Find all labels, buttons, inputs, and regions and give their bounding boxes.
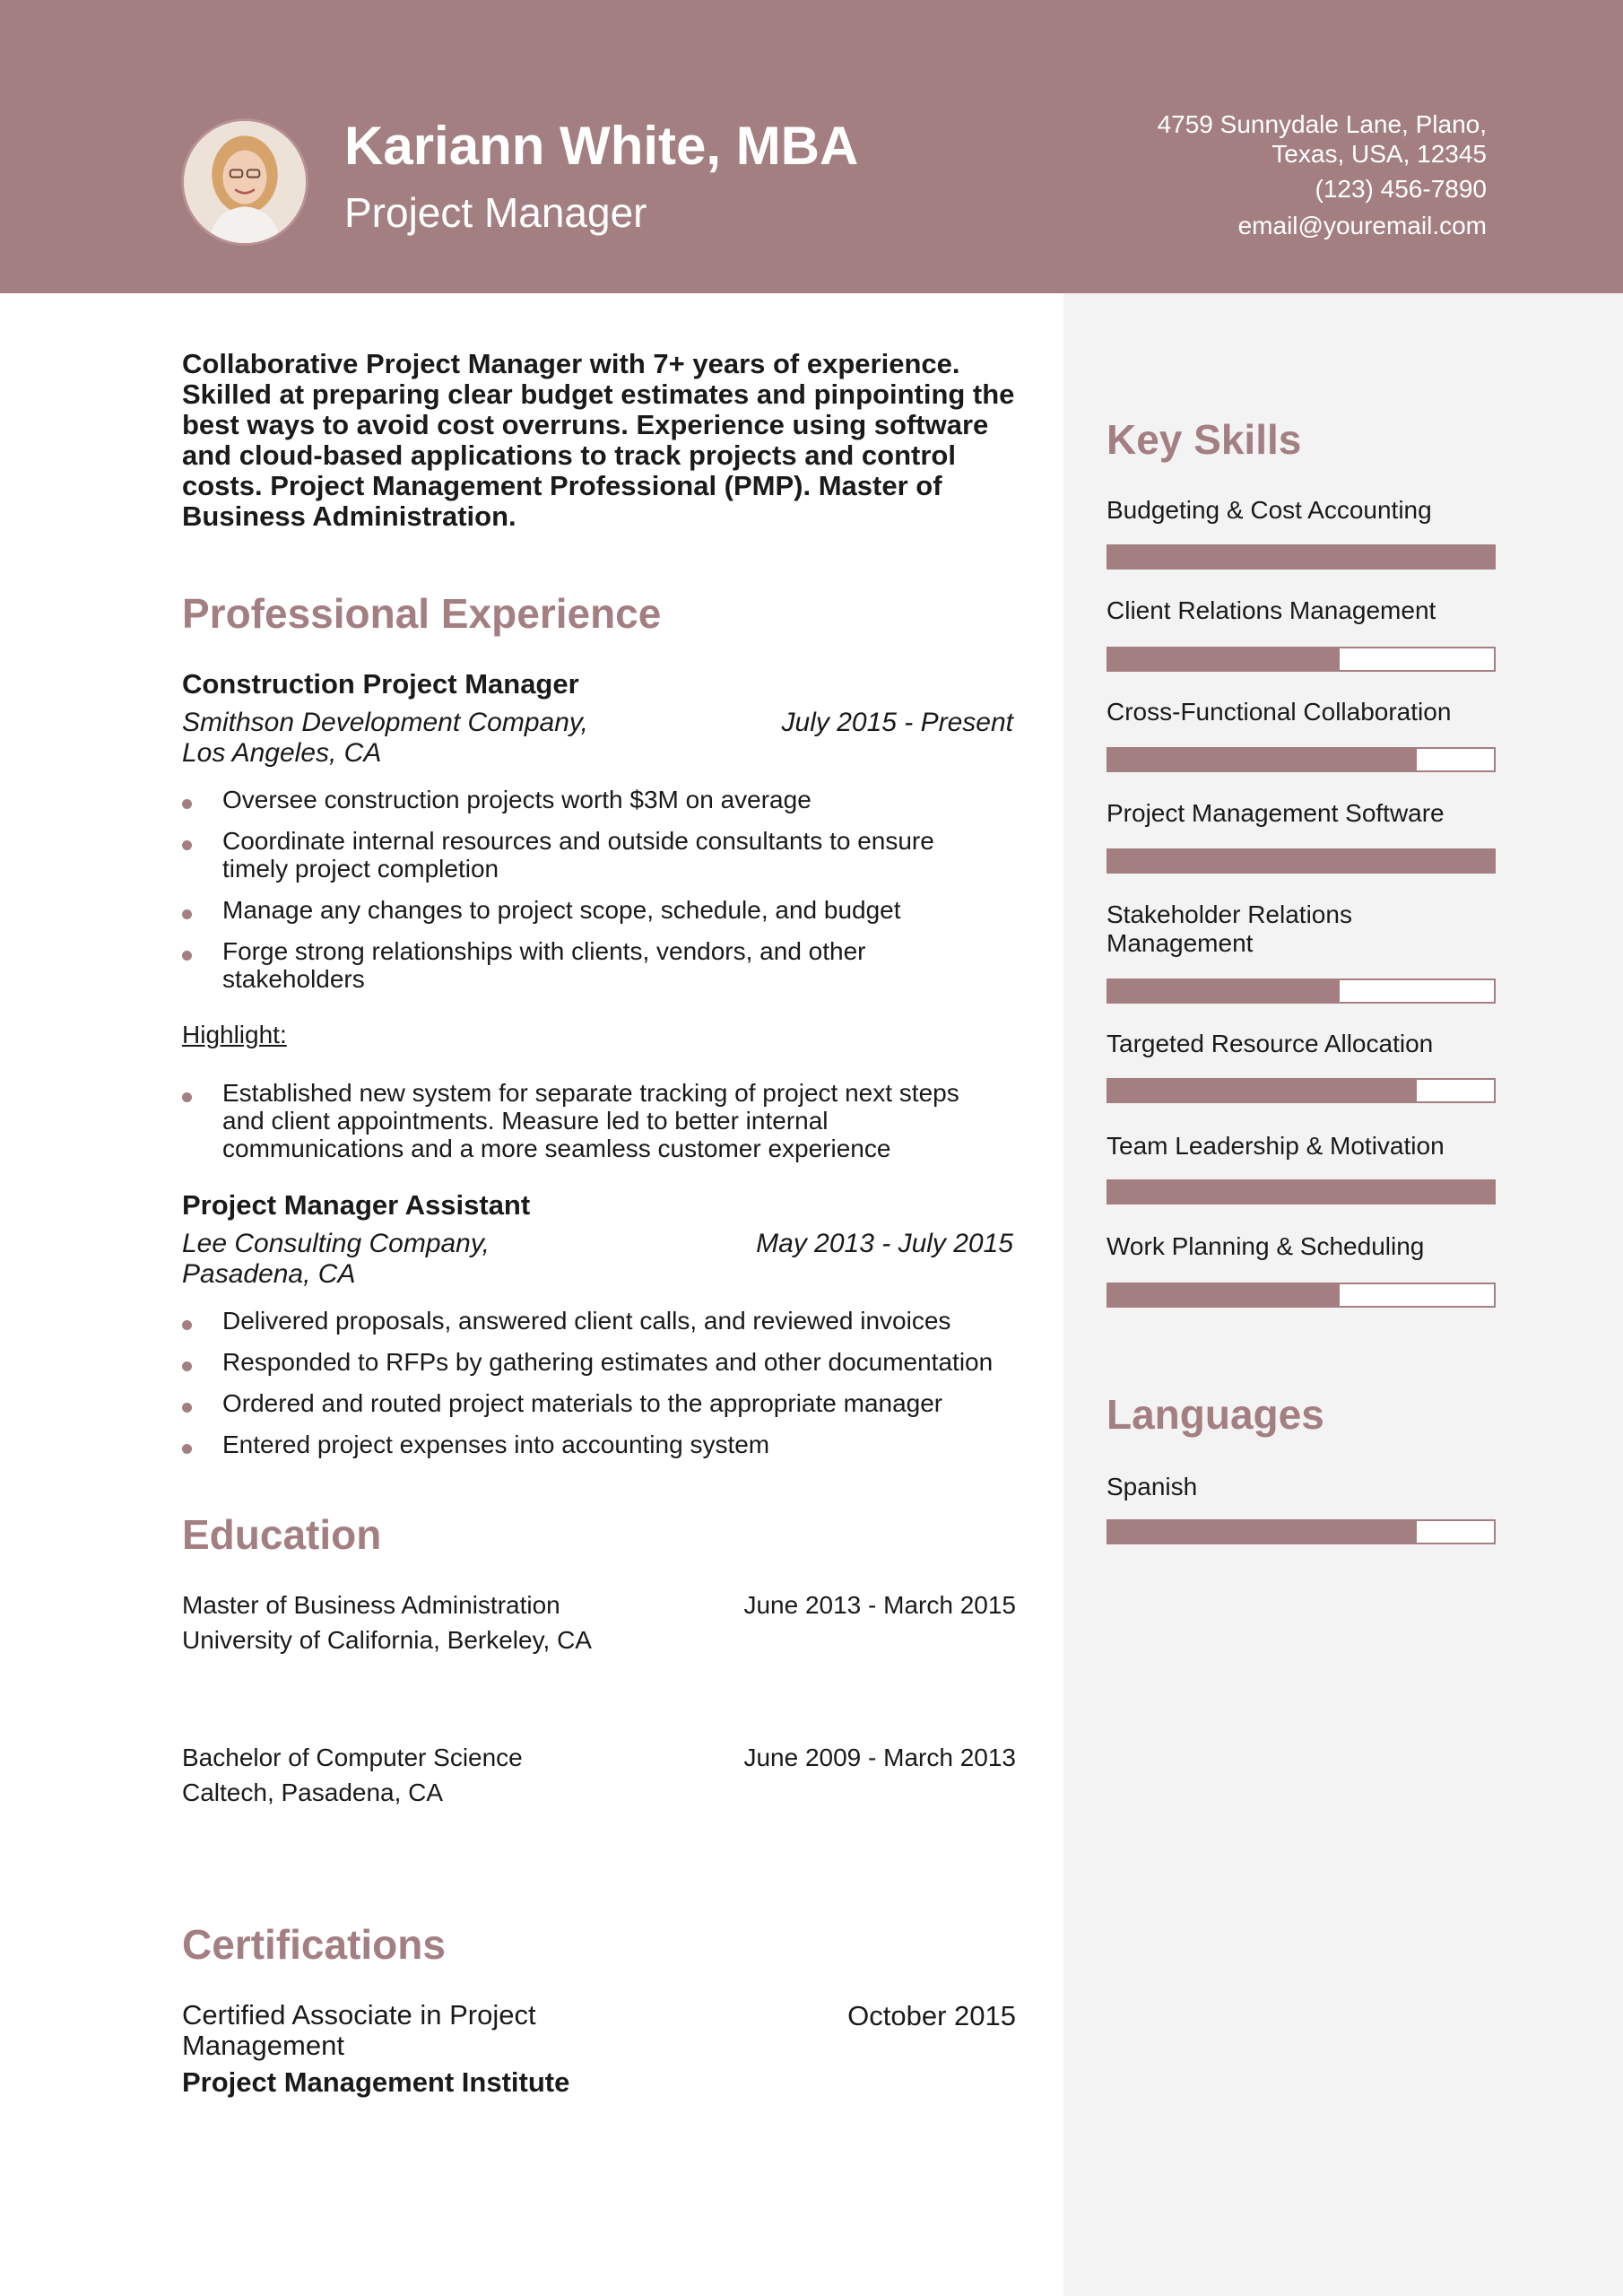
job-role: Construction Project Manager bbox=[182, 668, 579, 700]
list-item: Coordinate internal resources and outside consultants to ensure timely project completion bbox=[182, 827, 989, 883]
list-item: Established new system for separate tracking of project next steps and client appointments. Measure led to better internal communications and a more seamless customer experience bbox=[182, 1079, 989, 1162]
language-item bbox=[1107, 1473, 1496, 1501]
skill-item bbox=[1107, 799, 1496, 828]
job-dates: May 2013 - July 2015 bbox=[756, 1229, 1013, 1258]
experience-heading: Professional Experience bbox=[182, 590, 662, 637]
skill-bar-fill bbox=[1108, 749, 1417, 770]
education-school: Caltech, Pasadena, CA bbox=[182, 1779, 444, 1806]
skill-bar bbox=[1107, 1179, 1496, 1205]
skill-bar-fill bbox=[1108, 546, 1494, 568]
skill-label: Stakeholder Relations Management bbox=[1107, 900, 1352, 957]
languages-heading: Languages bbox=[1107, 1391, 1324, 1438]
skill-bar bbox=[1107, 1078, 1496, 1103]
skill-label: Client Relations Management bbox=[1107, 596, 1436, 624]
skill-bar-fill bbox=[1108, 980, 1340, 1002]
skill-label: Team Leadership & Motivation bbox=[1107, 1132, 1445, 1160]
skill-bar-fill bbox=[1108, 1284, 1340, 1306]
skill-item bbox=[1107, 596, 1496, 625]
education-degree: Master of Business Administration bbox=[182, 1591, 560, 1619]
skill-label: Work Planning & Scheduling bbox=[1107, 1232, 1425, 1260]
highlight-bullets bbox=[182, 1079, 989, 1176]
list-item: Delivered proposals, answered client calls, and reviewed invoices bbox=[182, 1307, 1061, 1335]
skill-label: Project Management Software bbox=[1107, 799, 1445, 827]
candidate-name: Kariann White, MBA bbox=[344, 116, 859, 176]
skill-bar bbox=[1107, 978, 1496, 1004]
skill-item bbox=[1107, 496, 1496, 525]
job-bullets bbox=[182, 786, 989, 1006]
skill-label: Cross-Functional Collaboration bbox=[1107, 698, 1452, 726]
avatar bbox=[181, 118, 308, 246]
job-company: Smithson Development Company, Los Angeles, CA bbox=[182, 708, 588, 768]
skill-bar bbox=[1107, 544, 1496, 570]
certification-date: October 2015 bbox=[847, 2000, 1016, 2031]
education-degree: Bachelor of Computer Science bbox=[182, 1744, 523, 1771]
certifications-heading: Certifications bbox=[182, 1921, 446, 1968]
education-item bbox=[182, 1587, 1016, 1657]
list-item: Entered project expenses into accounting system bbox=[182, 1431, 1061, 1458]
job-dates: July 2015 - Present bbox=[781, 708, 1013, 737]
list-item: Ordered and routed project materials to the appropriate manager bbox=[182, 1389, 1061, 1417]
address-line-1: 4759 Sunnydale Lane, Plano, bbox=[1157, 110, 1487, 138]
language-bar bbox=[1107, 1519, 1496, 1544]
key-skills-heading: Key Skills bbox=[1107, 416, 1302, 463]
skill-label: Budgeting & Cost Accounting bbox=[1107, 496, 1432, 524]
skill-item bbox=[1107, 1132, 1496, 1161]
skill-bar-fill bbox=[1108, 1181, 1494, 1203]
list-item: Responded to RFPs by gathering estimates and other documentation bbox=[182, 1348, 1061, 1376]
certification-name: Certified Associate in Project Management bbox=[182, 1999, 536, 2061]
skill-bar-fill bbox=[1108, 1080, 1417, 1101]
language-label: Spanish bbox=[1107, 1473, 1198, 1500]
contact-block bbox=[1158, 109, 1487, 240]
job-company: Lee Consulting Company, Pasadena, CA bbox=[182, 1229, 490, 1289]
list-item: Forge strong relationships with clients, vendors, and other stakeholders bbox=[182, 937, 989, 993]
certification-item bbox=[182, 2000, 1016, 2099]
skill-item bbox=[1107, 1232, 1496, 1261]
language-bar-fill bbox=[1108, 1521, 1417, 1543]
list-item: Oversee construction projects worth $3M on average bbox=[182, 786, 989, 813]
summary: Collaborative Project Manager with 7+ years of experience. Skilled at preparing clear budget estimates and pinpointing the best ways to avoid cost overruns. Experience using software and cloud-based applications to track projects and control costs. Project Management Professional (PMP). Master of Business Administration. bbox=[182, 348, 1015, 532]
skill-label: Targeted Resource Allocation bbox=[1107, 1030, 1434, 1057]
address-line-2: Texas, USA, 12345 bbox=[1271, 140, 1487, 168]
profile-photo-icon bbox=[184, 121, 306, 243]
education-dates: June 2013 - March 2015 bbox=[743, 1591, 1016, 1619]
job-bullets bbox=[182, 1307, 1061, 1472]
skill-bar bbox=[1107, 647, 1496, 672]
skill-bar-fill bbox=[1108, 850, 1494, 872]
skill-item bbox=[1107, 900, 1376, 958]
education-dates: June 2009 - March 2013 bbox=[743, 1744, 1016, 1771]
skill-bar-fill bbox=[1108, 648, 1340, 670]
highlight-label: Highlight: bbox=[182, 1021, 287, 1048]
candidate-title: Project Manager bbox=[344, 189, 647, 236]
skill-item bbox=[1107, 698, 1496, 726]
job-role: Project Manager Assistant bbox=[182, 1189, 531, 1221]
skill-item bbox=[1107, 1030, 1496, 1058]
list-item: Manage any changes to project scope, schedule, and budget bbox=[182, 896, 989, 924]
phone: (123) 456-7890 bbox=[1315, 175, 1487, 203]
education-school: University of California, Berkeley, CA bbox=[182, 1626, 592, 1654]
education-heading: Education bbox=[182, 1511, 382, 1558]
email[interactable]: email@youremail.com bbox=[1237, 212, 1487, 239]
education-item bbox=[182, 1740, 1016, 1810]
skill-bar bbox=[1107, 848, 1496, 874]
skill-bar bbox=[1107, 1283, 1496, 1308]
certification-org: Project Management Institute bbox=[182, 2066, 570, 2098]
skill-bar bbox=[1107, 747, 1496, 772]
